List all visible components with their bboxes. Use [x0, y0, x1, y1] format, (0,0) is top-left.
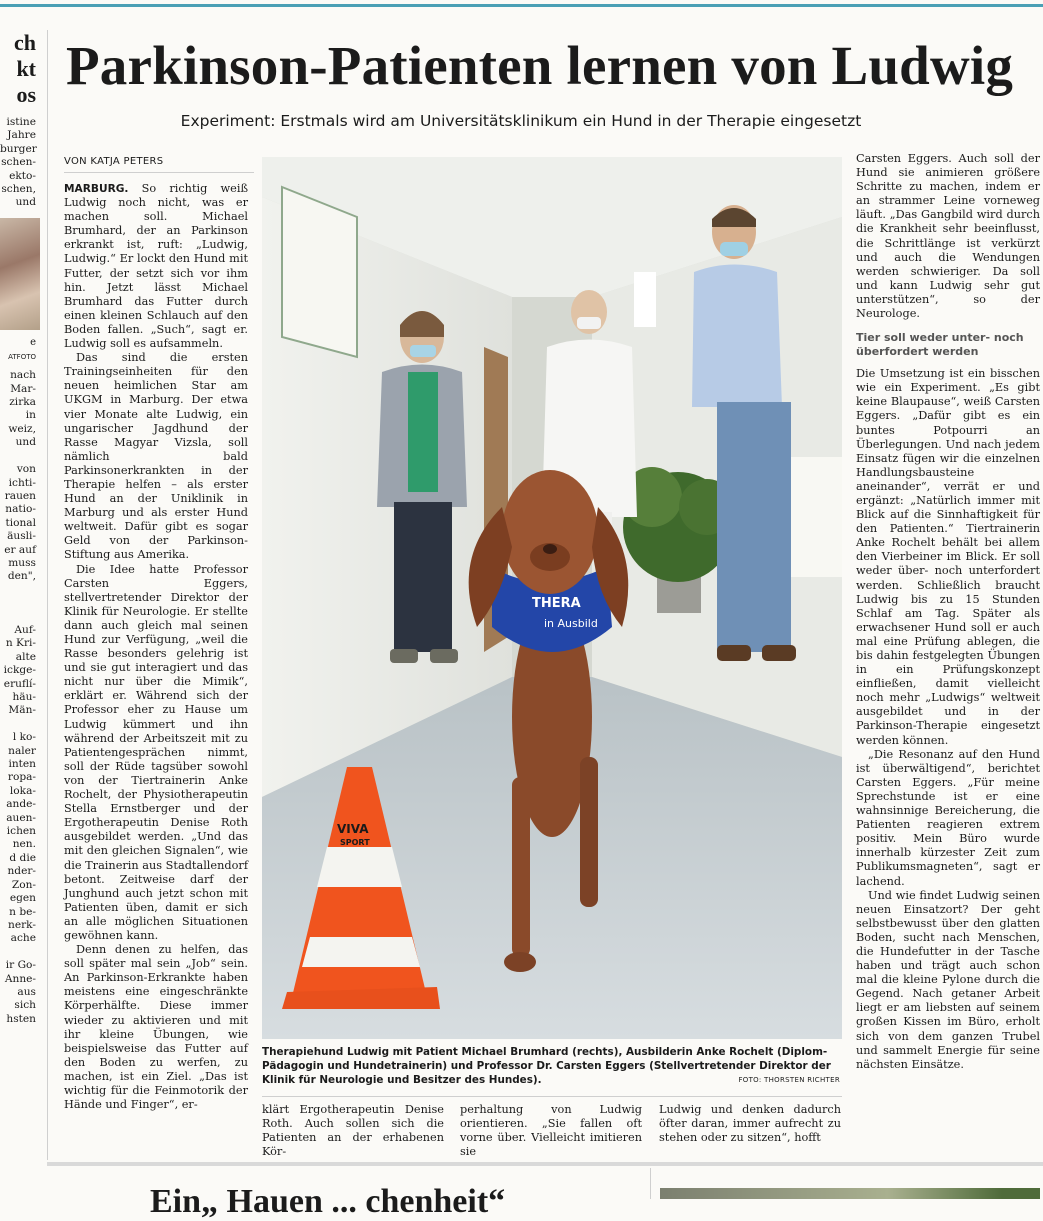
left-column-line: er auf: [4, 543, 36, 556]
left-column-line: ir Go-: [5, 959, 36, 972]
left-column-line: inten: [8, 758, 36, 771]
article-photo: [262, 157, 842, 1039]
left-column-line: egen: [9, 892, 36, 905]
article-paragraph: Carsten Eggers. Auch soll der Hund sie animieren größere Schritte zu machen, indem er an strammer Leine vorneweg läuft. „Das Gangbild wird durch die Krankheit sehr beeinflusst, die Schrittlänge ist verkürzt und auch die Wendungen werden schwieriger. Da soll und kann Ludwig sehr gut unterstützen“, so der Neurologe.: [856, 152, 1040, 321]
column-divider: [47, 30, 48, 1160]
left-column-line: schen-: [1, 156, 36, 169]
article-column-1: [64, 182, 248, 1112]
cone-brand-line1: VIVA: [337, 822, 369, 836]
top-accent-rule: [0, 4, 1043, 7]
article-paragraph: Die Umsetzung ist ein bisschen wie ein Experiment. „Es gibt keine Blaupause“, weiß Carsten Eggers. „Dafür gibt es ein buntes Potpourri an Überlegungen. Und nach jedem Einsatz fügen wir die einzelnen Handlungsbausteine aneinander“, verrät er und ergänzt: „Natürlich immer mit Blick auf die Sinnhaftigkeit für den Patienten.“ Tiertrainerin Anke Rochelt behält bei allem den Vierbeiner im Blick. Er soll weder über- noch unterfordert werden. Schließlich braucht Ludwig bis zu 15 Stunden Schlaf am Tag. Später als erwachsener Hund soll er auch mal eine Prüfung ablegen, die bis dahin festgelegten Übungen in ein Prüfungskonzept einfließen, damit vielleicht noch mehr „Ludwigs“ weltweit ausgebildet und in der Parkinson-Therapie eingesetzt werden können.: [856, 367, 1040, 747]
left-column-photo-credit: ATFOTO: [8, 353, 36, 362]
article-paragraph: MARBURG. So richtig weiß Ludwig noch nicht, was er machen soll. Michael Brumhard, der an Parkinson erkrankt ist, ruft: „Ludwig, Ludwig.“ Er lockt den Hund mit Futter, der setzt sich vor ihm hin. Jetzt lässt Michael Brumhard das Futter durch einen kleinen Schlauch auf den Boden fallen. „Such“, sagt er. Ludwig soll es aufsammeln.: [64, 182, 248, 351]
article-column-5: [856, 152, 1040, 1072]
bottom-column-divider: [650, 1168, 651, 1199]
left-column-line: [0, 450, 40, 463]
article-column-2: klärt Ergotherapeutin Denise Roth. Auch sollen sich die Patienten an der erhabenen Kör-: [262, 1103, 444, 1159]
left-column-line: nerk-: [8, 918, 36, 931]
byline-rule: [64, 172, 254, 173]
left-column-line: d die: [9, 851, 36, 864]
article-headline: Parkinson-Patienten lernen von Ludwig: [66, 35, 1014, 96]
article-column-4: Ludwig und denken dadurch öfter daran, immer aufrecht zu stehen oder zu sitzen“, hofft: [659, 1103, 841, 1145]
left-column-line: tional: [5, 516, 36, 529]
left-column-line: muss: [8, 556, 36, 569]
article-paragraph: Das sind die ersten Trainingseinheiten für den neuen heimlichen Star am UKGM in Marburg. Der etwa vier Monate alte Ludwig, ein ungarischer Jagdhund der Rasse Magyar Vizsla, soll nämlich bald Parkinsonerkrankten in der Therapie helfen – als erster Hund an der Uniklinik in Marburg und als erster Hund weltweit. Dafür gibt es sogar Geld von der Parkinson-Stiftung aus Amerika.: [64, 351, 248, 562]
left-column-line: nen.: [12, 838, 36, 851]
left-column-line: auen-: [6, 811, 36, 824]
left-column-text-top: [0, 116, 40, 210]
left-previous-article-column: ch kt os istine Jahre burger schen- ekto- schen, und e ATFOTO nach Mar- zirka in weiz, und von ichti- rauen natio- tional äusli- er auf muss den", Auf- n Kri- alte ickge- eruflí- häu- Män- l ko- naler inten ropa- loka- ande- auen- ichen nen. d die nder- Zon- egen n be- nerk- ache ir Go- Anne- aus sich hsten: [0, 30, 40, 1199]
left-column-line: n be-: [9, 905, 36, 918]
left-column-line: naler: [8, 744, 36, 757]
left-column-line: und: [15, 196, 36, 209]
left-column-line: Mar-: [10, 382, 36, 395]
section-divider: [47, 1162, 1043, 1166]
article-paragraph: Und wie findet Ludwig seinen neuen Einsatzort? Der geht selbstbewusst über den glatten Boden, sucht nach Menschen, die Hundefutter in der Tasche haben und trägt auch schon mal die kleine Pylone durch die Gegend. Nach getaner Arbeit liegt er am liebsten auf seinem großen Kissen im Büro, erholt sich von dem ganzen Trubel und sammelt Energie für seine nächsten Einsätze.: [856, 888, 1040, 1071]
left-column-line: Zon-: [11, 878, 36, 891]
left-column-line: ichen: [6, 825, 36, 838]
left-column-line: aus: [17, 985, 36, 998]
left-column-line: Jahre: [7, 129, 36, 142]
left-column-line: ekto-: [9, 169, 36, 182]
article-column-3: perhaltung von Ludwig orientieren. „Sie fallen oft vorne über. Vielleicht imitieren sie: [460, 1103, 642, 1159]
left-column-line: und: [15, 436, 36, 449]
left-column-line: schen,: [1, 183, 36, 196]
left-column-line: [0, 718, 40, 731]
left-column-line: in: [25, 409, 36, 422]
caption-rule: [262, 1096, 842, 1097]
left-column-line: hsten: [6, 1012, 36, 1025]
left-column-line: Män-: [8, 704, 36, 717]
left-column-line: ande-: [6, 798, 36, 811]
left-column-line: [0, 611, 40, 624]
left-column-line: [0, 946, 40, 959]
next-article-photo: [660, 1188, 1040, 1199]
left-article-headline-fragment: ch kt os: [14, 30, 36, 107]
photo-illustration: [262, 157, 842, 1039]
left-column-line: ickge-: [3, 664, 36, 677]
left-column-line: burger: [0, 142, 37, 155]
left-column-line: den",: [7, 570, 36, 583]
left-column-line: ichti-: [8, 476, 36, 489]
photo-caption: Therapiehund Ludwig mit Patient Michael Brumhard (rechts), Ausbilderin Anke Rochelt (Diplom-Pädagogin und Hundetrainerin) und Professor Dr. Carsten Eggers (Stellvertretender Direktor der Klinik für Neurologie und Besitzer des Hundes).: [262, 1046, 831, 1086]
left-column-line: nach: [10, 369, 36, 382]
left-column-line: natio-: [5, 503, 36, 516]
next-article-headline: Ein„ Hauen ... chenheit“: [150, 1183, 506, 1220]
article-subheading: Tier soll weder unter- noch überfordert werden: [856, 331, 1024, 359]
left-column-line: alte: [15, 650, 36, 663]
left-column-line: loka-: [9, 784, 36, 797]
left-column-line: zirka: [9, 396, 36, 409]
photo-credit: FOTO: THORSTEN RICHTER: [738, 1076, 840, 1084]
left-column-line: Anne-: [4, 972, 36, 985]
left-column-line: ropa-: [7, 771, 36, 784]
left-column-line: [0, 584, 40, 597]
article-paragraph: Die Idee hatte Professor Carsten Eggers, stellvertretender Direktor der Klinik für Neurologie. Er stellte dann auch gleich mal seinen Hund zur Verfügung, „weil die Rasse besonders gelehrig ist und sie gut interagiert und das nicht nur über die Mimik“, erklärt er. Während sich der Professor eher zu Hause um Ludwig kümmert und ihn während der Arbeitszeit mit zu Patientengesprächen nimmt, soll der Rüde tagsüber sowohl von der Tiertrainerin Anke Rochelt, der Physiotherapeutin Stella Ernstberger und der Ergotherapeutin Denise Roth ausgebildet werden. „Und das mit den gleichen Signalen“, wie die Trainerin aus Stadtallendorf betont. Zeitweise darf der Junghund auch jetzt schon mit Patienten üben, damit er sich an alle möglichen Situationen gewöhnen kann.: [64, 562, 248, 942]
bandana-text: THERA: [532, 596, 581, 611]
left-column-line: äusli-: [7, 530, 36, 543]
left-column-line: häu-: [12, 691, 36, 703]
bandana-text-2: in Ausbild: [544, 617, 598, 630]
article-paragraph: „Die Resonanz auf den Hund ist überwältigend“, berichtet Carsten Eggers. „Für meine Sprechstunde ist er eine wahnsinnige Bereicherung, die Patienten reagieren extrem positiv. Mein Büro wurde innerhalb kürzester Zeit zum Publikumsmagneten“, sagt er lachend.: [856, 747, 1040, 888]
left-column-line: istine: [6, 116, 36, 128]
left-column-line: eruflí-: [3, 677, 36, 690]
left-column-line: weiz,: [8, 422, 36, 435]
left-column-line: Auf-: [14, 623, 36, 636]
left-column-line: nder-: [7, 865, 36, 878]
left-column-line: sich: [14, 999, 36, 1012]
left-column-line: ache: [10, 932, 36, 945]
left-column-line: [0, 597, 40, 610]
left-column-text-bottom: [0, 369, 40, 1026]
dateline: MARBURG.: [64, 183, 129, 195]
author-byline: VON KATJA PETERS: [64, 156, 164, 167]
left-column-portrait-photo: [0, 218, 40, 330]
left-column-line: l ko-: [12, 731, 36, 744]
article-paragraph: Denn denen zu helfen, das soll später mal sein „Job“ sein. An Parkinson-Erkrankte haben meistens eine eingeschränkte Körperhälfte. Diese immer wieder zu aktivieren und mit ihr kleine Übungen, wie beispielsweise das Futter auf den Boden zu werfen, zu machen, ist ein Ziel. „Das ist wichtig für die Feinmotorik der Hände und Finger“, er-: [64, 943, 248, 1112]
cone-brand-line2: SPORT: [340, 838, 370, 847]
left-column-line: n Kri-: [5, 637, 36, 650]
left-column-line: von: [16, 463, 36, 476]
article-subheadline: Experiment: Erstmals wird am Universitätsklinikum ein Hund in der Therapie eingesetzt: [180, 112, 862, 130]
left-column-line: rauen: [4, 489, 36, 502]
